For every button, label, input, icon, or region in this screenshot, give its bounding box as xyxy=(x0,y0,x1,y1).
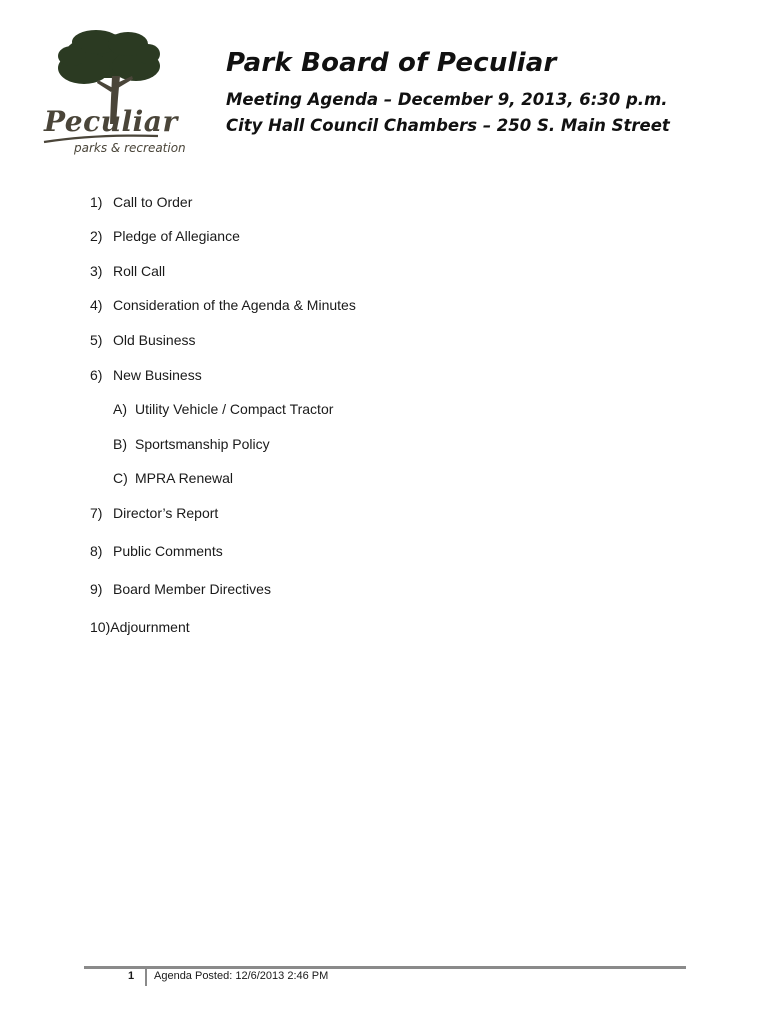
agenda-item xyxy=(90,295,356,315)
document-header xyxy=(226,48,670,139)
meeting-date-line: Meeting Agenda – December 9, 2013, 6:30 p.m. xyxy=(226,90,668,109)
agenda-item xyxy=(90,261,165,281)
footer-divider xyxy=(84,966,686,969)
agenda-item xyxy=(90,365,202,385)
agenda-item-number: 7) xyxy=(90,505,103,521)
agenda-item xyxy=(90,192,192,212)
footer-page-divider xyxy=(145,969,147,986)
agenda-item xyxy=(90,541,223,561)
document-title: Park Board of Peculiar xyxy=(226,48,557,78)
agenda-item-label: Adjournment xyxy=(110,619,190,635)
agenda-item-number: 5) xyxy=(90,332,103,348)
agenda-item-number: 3) xyxy=(90,263,103,279)
agenda-item xyxy=(90,579,271,599)
agenda-subitem-letter: C) xyxy=(113,470,128,486)
agenda-subitem-label: MPRA Renewal xyxy=(135,470,234,486)
agenda-item xyxy=(90,617,190,637)
agenda-subitem-letter: A) xyxy=(113,401,127,417)
agenda-item-label: Board Member Directives xyxy=(113,581,271,597)
meeting-location-line: City Hall Council Chambers – 250 S. Main Street xyxy=(226,116,670,135)
agenda-item-number: 10) xyxy=(90,619,111,635)
agenda-item-number: 2) xyxy=(90,228,103,244)
agenda-item-label: Director’s Report xyxy=(113,505,219,521)
page-number: 1 xyxy=(128,970,135,982)
agenda-posted-note: Agenda Posted: 12/6/2013 2:46 PM xyxy=(154,970,329,982)
agenda-subitem xyxy=(113,399,333,419)
agenda-subitem-label: Sportsmanship Policy xyxy=(135,436,270,452)
agenda-item-number: 1) xyxy=(90,194,103,210)
agenda-item-label: Roll Call xyxy=(113,263,166,279)
agenda-subitem xyxy=(113,434,270,454)
agenda-subitem-letter: B) xyxy=(113,436,127,452)
peculiar-parks-logo xyxy=(36,26,196,158)
agenda-item xyxy=(90,503,218,523)
agenda-item xyxy=(90,226,240,246)
agenda-item-label: Old Business xyxy=(113,332,196,348)
agenda-item-number: 8) xyxy=(90,543,103,559)
agenda-item-number: 4) xyxy=(90,297,103,313)
agenda-item-label: New Business xyxy=(113,367,202,383)
logo-tagline: parks & recreation xyxy=(74,141,186,155)
agenda-item-label: Consideration of the Agenda & Minutes xyxy=(113,297,356,313)
agenda-item-label: Pledge of Allegiance xyxy=(113,228,240,244)
agenda-item-number: 6) xyxy=(90,367,103,383)
agenda-item-number: 9) xyxy=(90,581,103,597)
agenda-subitem-label: Utility Vehicle / Compact Tractor xyxy=(135,401,334,417)
agenda-item xyxy=(90,330,195,350)
tree-icon xyxy=(36,26,196,158)
agenda-subitem xyxy=(113,468,233,488)
agenda-item-label: Public Comments xyxy=(113,543,223,559)
agenda-item-label: Call to Order xyxy=(113,194,193,210)
logo-wordmark: Peculiar xyxy=(44,105,178,138)
